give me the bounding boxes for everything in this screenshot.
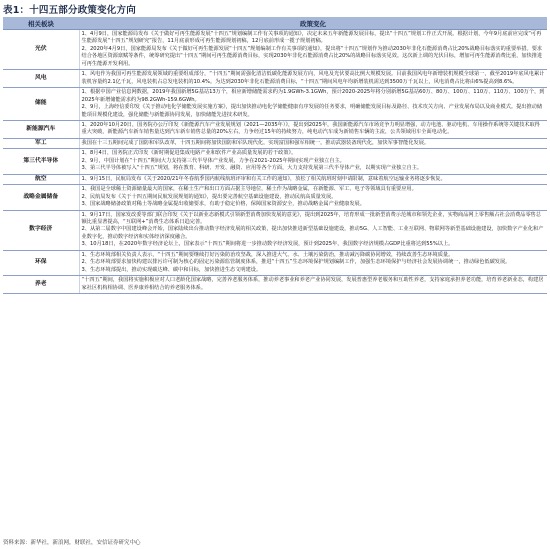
policy-line: 1、风电作为我国可再生能源发展领域的重要组成部分，“十四五”期间需强化清洁低碳化能源发展方向，风电及光伏要高比例大规模发展。目前我国风电年新增装机规模全球第一，截至2019年底风电累计装机容量约2.1亿千瓦，风电装机占总发电装机的10.4%。为达到2030年非化石能源消费目标，“十四五”期间风电年均新增装机需达到3500万千瓦以上，风电消费占比将由6%提高到8.6%。 [81,71,545,85]
table-row [3,70,547,88]
policy-cell [79,174,547,184]
policy-line: 1、我国是全球稀土资源储量最大的国家，在稀土生产和出口方面占据主导地位，稀土作为战略金属，在新能源、军工、电子等领域具有重要应用。 [81,186,417,193]
policy-line: 我国在十三五期间完成了国防和军队改革，十四五期间将加快国防和军队现代化，实现富国和强军相统一，推动武器装备现代化，加快军事智能化发展。 [81,139,430,146]
table-row [3,276,547,294]
table-row [3,149,547,174]
table-row [3,88,547,121]
table-row [3,30,547,70]
table-row [3,174,547,184]
sector-cell: 航空 [3,174,79,184]
policy-line: 3、10月18日，在2020年数字经济论坛上，国家表示“十四五”期间将进一步推动数字经济发展，预计到2025年，我国数字经济规模占GDP比重将达到55%以上。 [81,241,454,248]
policy-cell [79,30,547,70]
policy-line: 1、生态环境部相关负责人表示，“十四五”期间要继续打好污染防治攻坚战，深入推进大气、水、土壤污染防治，推动减污降碳协同增效，持续改善生态环境质量。 [81,251,454,258]
table-row [3,250,547,275]
policy-line: 2、民航局发布《关于十四五期间民航发展规划的通知》，提出要完善航空基础设施建设，推动民航高质量发展。 [81,193,337,200]
sector-cell: 储能 [3,88,79,121]
policy-line: “十四五”期间，我国将实施积极应对人口老龄化国家战略，完善养老服务体系，推动养老事业和养老产业协同发展，发展普惠型养老服务和互助性养老，支持家庭承担养老功能，培育养老新业态，构建居家社区机构相协调、医养康养相结合的养老服务体系。 [81,277,544,291]
table-row [3,210,547,250]
policy-line: 3、国家战略储备政策对稀土等战略金属提出收储要求，有助于稳定价格，保障国家资源安全，推动战略金属产业健康发展。 [81,201,365,208]
policy-table [3,17,547,294]
policy-line: 3、生态环境部提出，推动实现碳达峰、碳中和目标，加快推进生态文明建设。 [81,266,262,273]
policy-cell [79,276,547,294]
sector-cell: 第三代半导体 [3,149,79,174]
policy-line: 1、4月9日，国家能源局发布《关于做好可再生能源发展“十四五”规划编制工作有关事项的通知》，决定未来五年新能源发展目标，提出“十四五”规划工作正式开展。根据计划，今年9月底前应完成“可再生能源发展“十四五”规划研究”报告，11月底前形成可再生能源规划初稿，12月底前形成一揽子规划初稿。 [81,31,542,45]
policy-line: 2、生态环境部要求加快构建以排污许可制为核心的固定污染源监管制度体系，推进“十四五”生态环境保护规划编制工作，加强生态环境保护与经济社会发展协调统一，推动绿色低碳发展。 [81,259,511,266]
sector-cell: 养老 [3,276,79,294]
table-row [3,120,547,138]
policy-line: 1、2020年10月20日，国务院办公厅印发《新能源汽车产业发展规划（2021—2035年）》，提出到2025年，我国新能源汽车市场竞争力明显增强，动力电池、驱动电机、车用操作系统等关键技术取得重大突破，新能源汽车新车销售量达到汽车新车销售总量的20%左右，力争经过15年的持续努力，纯电动汽车成为新销售车辆的主流，公共领域用车全面电动化。 [81,121,540,136]
sector-cell: 新能源汽车 [3,120,79,138]
policy-cell [79,250,547,275]
policy-line: 2、9月，上海经信委印发《关于推动电化学储能发展实施方案》，提出加快推动电化学储能健康有序发展的任务要求，明确储能发展目标及路径、技术攻关方向、产业发展布局以及商业模式。提出推动储能项目规模化建设，强化储能与新能源协同发展，加快储能先进技术研发。 [81,104,543,118]
table-row [3,185,547,210]
policy-line: 2、9月，中国计划在“十四五”期间大力支持第三代半导体产业发展，力争在2021-2025年期间实现产业独立自主。 [81,157,345,164]
sector-cell: 风电 [3,70,79,88]
header-policy: 政策变化 [79,17,547,30]
sector-cell: 战略金属储备 [3,185,79,210]
policy-line: 3、第三代半导体被写入“十四五”规划，将在教育、科研、开发、融资、应用等各个方面，大力支持发展第三代半导体产业，以期实现产业独立自主。 [81,165,423,172]
table-header-row [3,17,547,30]
policy-cell [79,138,547,148]
source-note: 资料来源：新华社，新浪网，财联社，安信证券研究中心 [3,540,141,546]
sector-cell: 环保 [3,250,79,275]
policy-cell [79,88,547,121]
header-sector: 相关板块 [3,17,79,30]
policy-cell [79,120,547,138]
sector-cell: 数字经济 [3,210,79,250]
policy-line: 2、从第二届数字中国建设峰会开始，国家陆续出台推动数字经济发展的相关政策，提出加快推进新型基础设施建设，推动5G、人工智能、工业互联网、物联网等新型基础设施建设，加快数字产业化和产业数字化，推动数字经济和实体经济深度融合。 [81,226,544,240]
table-row [3,138,547,148]
policy-line: 1、9月15日，民航局发布《关于2020/21年冬春航季国内航线航班评审和有关工作的通知》，放松了相关航班时刻申请限制，意味着航空运输业务将逐步恢复。 [81,175,446,182]
sector-cell: 军工 [3,138,79,148]
table-title: 表1：十四五部分政策变化方向 [3,5,136,16]
policy-cell [79,210,547,250]
policy-line: 1、9月17日，国家发改委等部门联合印发《关于以新业态新模式引领新型消费加快发展的意见》，提出到2025年，培育形成一批新型消费示范城市和领先企业，实物商品网上零售额占社会消费品零售总额比重显著提高，“互联网+”消费生态体系日趋完善。 [81,211,542,225]
policy-line: 1、8月4日，国务院正式印发《新时期促进集成电路产业和软件产业高质量发展的若干政策》。 [81,150,297,157]
policy-line: 2、2020年4月9日，国家能源局发布《关于做好可再生能源发展“十四五”规划编制工作有关事项的通知》，提出将“十四五”规划作为推动2030年非化石能源消费占比20%战略目标落实的重要举措。要求结合各地区资源禀赋等条件，统筹研究提出“十四五”期间可再生能源消费目标，实现2030年非化石能源消费占比20%的战略目标落实见效。这次新上调的光伏目标，增加可再生能源消费比重，加快推进可再生能源开发利用。 [81,45,543,67]
policy-cell [79,185,547,210]
policy-line: 1、根据中国产业信息网数据，2019年我国新增5G基站13万个，相应新增储能需求约为1.9GWh-3.1GWh，预计2020-2025年将分别新增5G基站60万、80万、100万、110万、110万、100万个，到2025年新增储能需求约为98.2GWh-159.6GWh。 [81,89,545,103]
policy-cell [79,149,547,174]
sector-cell: 光伏 [3,30,79,70]
policy-cell [79,70,547,88]
